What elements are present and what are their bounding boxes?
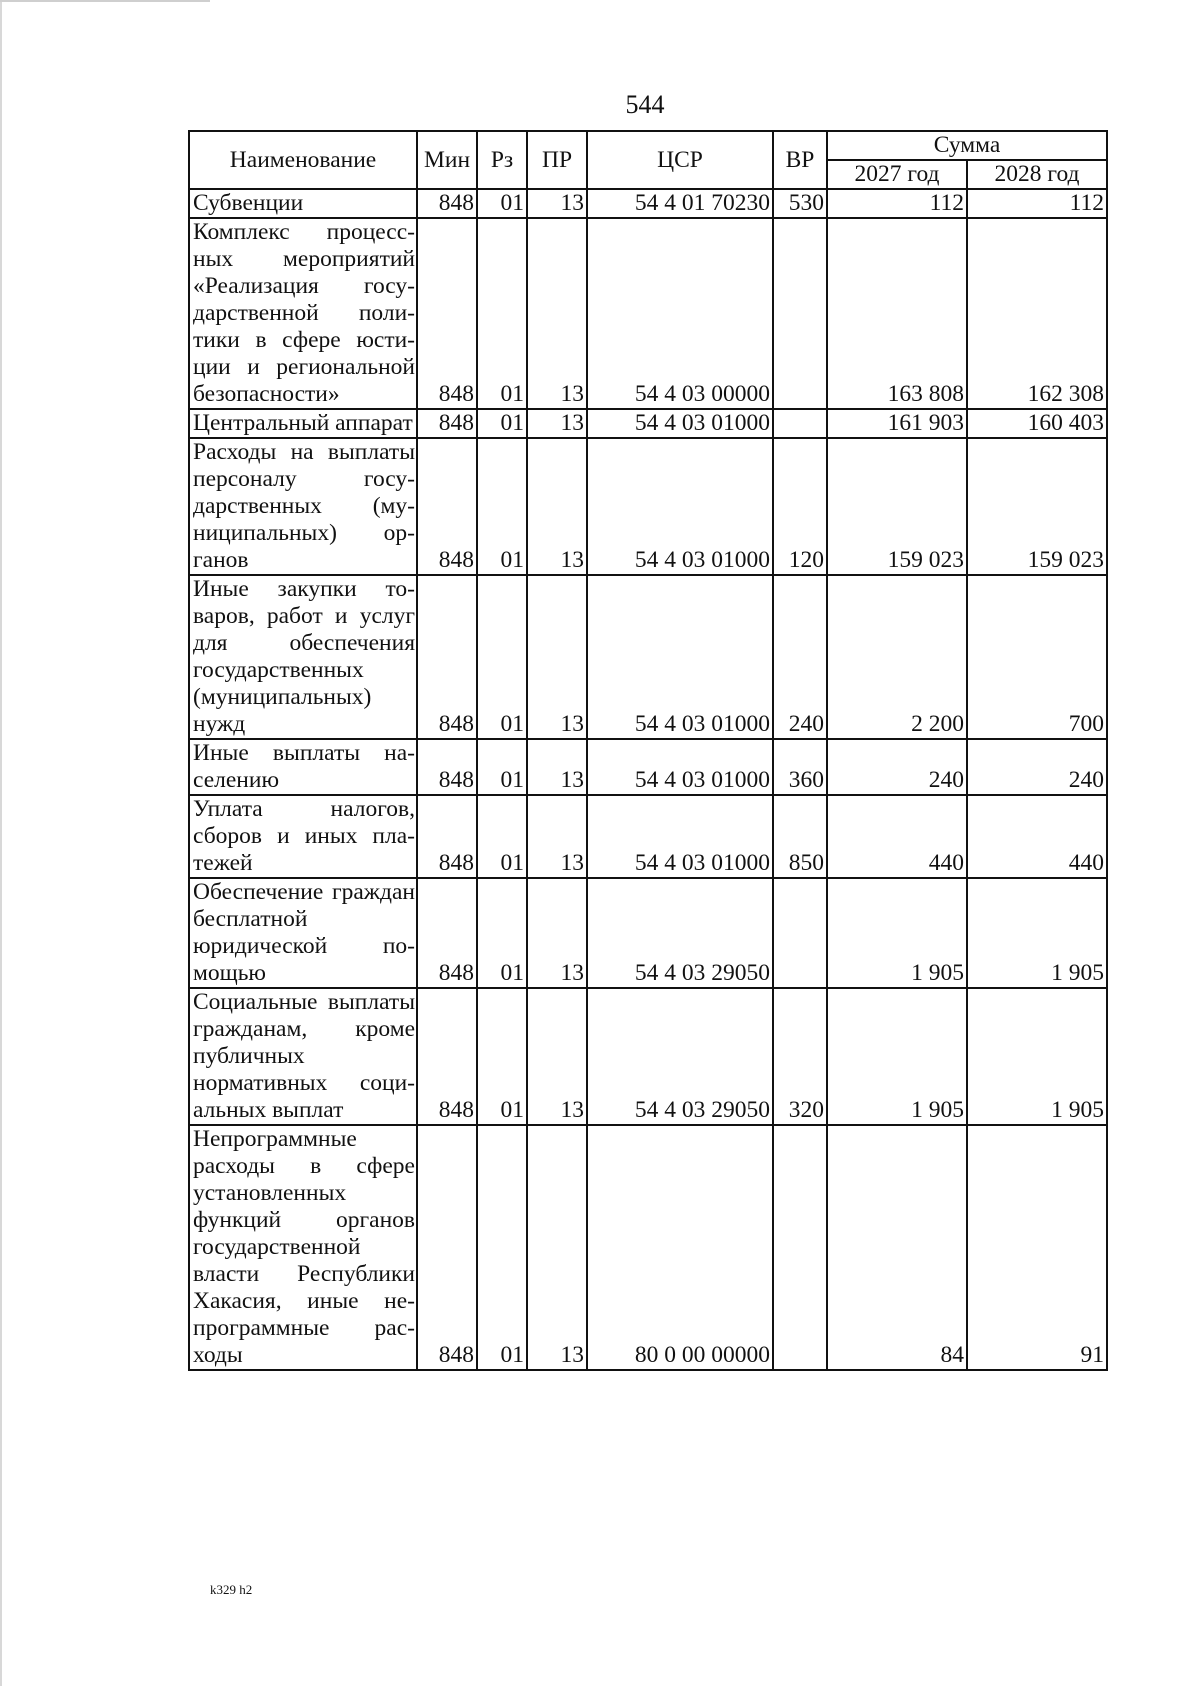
cell-name: Социальные выплаты гражданам, кроме публичных нормативных социальных выплат xyxy=(189,988,417,1125)
cell-min: 848 xyxy=(417,575,477,739)
cell-pr: 13 xyxy=(527,739,587,795)
cell-pr: 13 xyxy=(527,988,587,1125)
cell-name: Уплата налогов, сборов и иных платежей xyxy=(189,795,417,878)
cell-2027: 1 905 xyxy=(827,878,967,988)
cell-name: Иные выплаты населению xyxy=(189,739,417,795)
cell-vr: 850 xyxy=(773,795,827,878)
cell-rz: 01 xyxy=(477,795,527,878)
cell-csr: 54 4 03 01000 xyxy=(587,739,773,795)
header-min: Мин xyxy=(417,131,477,189)
table-row xyxy=(189,1125,1107,1370)
table-row xyxy=(189,988,1107,1125)
cell-2028: 91 xyxy=(967,1125,1107,1370)
cell-2028: 700 xyxy=(967,575,1107,739)
cell-min: 848 xyxy=(417,409,477,438)
cell-pr: 13 xyxy=(527,795,587,878)
cell-min: 848 xyxy=(417,739,477,795)
cell-2028: 240 xyxy=(967,739,1107,795)
cell-pr: 13 xyxy=(527,189,587,218)
cell-2027: 161 903 xyxy=(827,409,967,438)
cell-rz: 01 xyxy=(477,878,527,988)
cell-csr: 54 4 03 01000 xyxy=(587,795,773,878)
cell-name: Субвенции xyxy=(189,189,417,218)
cell-vr xyxy=(773,218,827,409)
cell-vr: 360 xyxy=(773,739,827,795)
cell-csr: 54 4 03 01000 xyxy=(587,409,773,438)
cell-csr: 54 4 03 29050 xyxy=(587,878,773,988)
cell-vr: 120 xyxy=(773,438,827,575)
cell-min: 848 xyxy=(417,218,477,409)
table-row xyxy=(189,189,1107,218)
cell-2027: 440 xyxy=(827,795,967,878)
scan-edge xyxy=(0,0,2,1686)
table-row xyxy=(189,878,1107,988)
cell-name: Расходы на выплаты персоналу государственных (муниципальных) органов xyxy=(189,438,417,575)
cell-rz: 01 xyxy=(477,575,527,739)
header-csr: ЦСР xyxy=(587,131,773,189)
cell-min: 848 xyxy=(417,438,477,575)
cell-pr: 13 xyxy=(527,218,587,409)
header-name: Наименование xyxy=(189,131,417,189)
cell-vr xyxy=(773,878,827,988)
cell-vr: 530 xyxy=(773,189,827,218)
header-row xyxy=(189,131,1107,160)
cell-2028: 440 xyxy=(967,795,1107,878)
cell-2027: 163 808 xyxy=(827,218,967,409)
cell-rz: 01 xyxy=(477,988,527,1125)
cell-2027: 2 200 xyxy=(827,575,967,739)
cell-rz: 01 xyxy=(477,438,527,575)
cell-vr: 320 xyxy=(773,988,827,1125)
cell-vr xyxy=(773,1125,827,1370)
table-row xyxy=(189,575,1107,739)
cell-2028: 1 905 xyxy=(967,878,1107,988)
cell-csr: 54 4 03 01000 xyxy=(587,575,773,739)
cell-name: Комплекс процессных мероприятий «Реализация государственной политики в сфере юстиции и региональной безопасности» xyxy=(189,218,417,409)
header-rz: Рз xyxy=(477,131,527,189)
cell-csr: 80 0 00 00000 xyxy=(587,1125,773,1370)
cell-pr: 13 xyxy=(527,878,587,988)
cell-2028: 112 xyxy=(967,189,1107,218)
cell-min: 848 xyxy=(417,1125,477,1370)
cell-2027: 84 xyxy=(827,1125,967,1370)
cell-min: 848 xyxy=(417,795,477,878)
header-pr: ПР xyxy=(527,131,587,189)
cell-vr xyxy=(773,409,827,438)
header-2028: 2028 год xyxy=(967,160,1107,189)
table-body xyxy=(189,189,1107,1370)
footer-code: k329 h2 xyxy=(210,1582,253,1597)
cell-name: Непрограммные расходы в сфере установленных функций органов государственной власти Республики Хакасия, иные непрограммные расходы xyxy=(189,1125,417,1370)
cell-csr: 54 4 01 70230 xyxy=(587,189,773,218)
cell-rz: 01 xyxy=(477,218,527,409)
cell-csr: 54 4 03 01000 xyxy=(587,438,773,575)
header-vr: ВР xyxy=(773,131,827,189)
cell-2028: 162 308 xyxy=(967,218,1107,409)
budget-table xyxy=(188,130,1108,1371)
cell-rz: 01 xyxy=(477,739,527,795)
cell-2028: 160 403 xyxy=(967,409,1107,438)
cell-pr: 13 xyxy=(527,438,587,575)
cell-name: Центральный аппарат xyxy=(189,409,417,438)
cell-min: 848 xyxy=(417,988,477,1125)
page-number: 544 xyxy=(625,90,665,119)
cell-name: Обеспечение граждан бесплатной юридической помощью xyxy=(189,878,417,988)
cell-min: 848 xyxy=(417,878,477,988)
cell-pr: 13 xyxy=(527,409,587,438)
header-2027: 2027 год xyxy=(827,160,967,189)
table-row xyxy=(189,739,1107,795)
cell-csr: 54 4 03 00000 xyxy=(587,218,773,409)
cell-name: Иные закупки товаров, работ и услуг для обеспечения государственных (муниципальных) нужд xyxy=(189,575,417,739)
cell-rz: 01 xyxy=(477,189,527,218)
scan-top-mark xyxy=(0,0,210,2)
cell-pr: 13 xyxy=(527,1125,587,1370)
cell-2028: 159 023 xyxy=(967,438,1107,575)
cell-2027: 240 xyxy=(827,739,967,795)
cell-rz: 01 xyxy=(477,409,527,438)
header-summa: Сумма xyxy=(827,131,1107,160)
table-row xyxy=(189,409,1107,438)
cell-pr: 13 xyxy=(527,575,587,739)
cell-2027: 159 023 xyxy=(827,438,967,575)
cell-2027: 1 905 xyxy=(827,988,967,1125)
table-row xyxy=(189,438,1107,575)
cell-2028: 1 905 xyxy=(967,988,1107,1125)
cell-csr: 54 4 03 29050 xyxy=(587,988,773,1125)
table-row xyxy=(189,218,1107,409)
cell-rz: 01 xyxy=(477,1125,527,1370)
cell-2027: 112 xyxy=(827,189,967,218)
cell-vr: 240 xyxy=(773,575,827,739)
table-row xyxy=(189,795,1107,878)
cell-min: 848 xyxy=(417,189,477,218)
